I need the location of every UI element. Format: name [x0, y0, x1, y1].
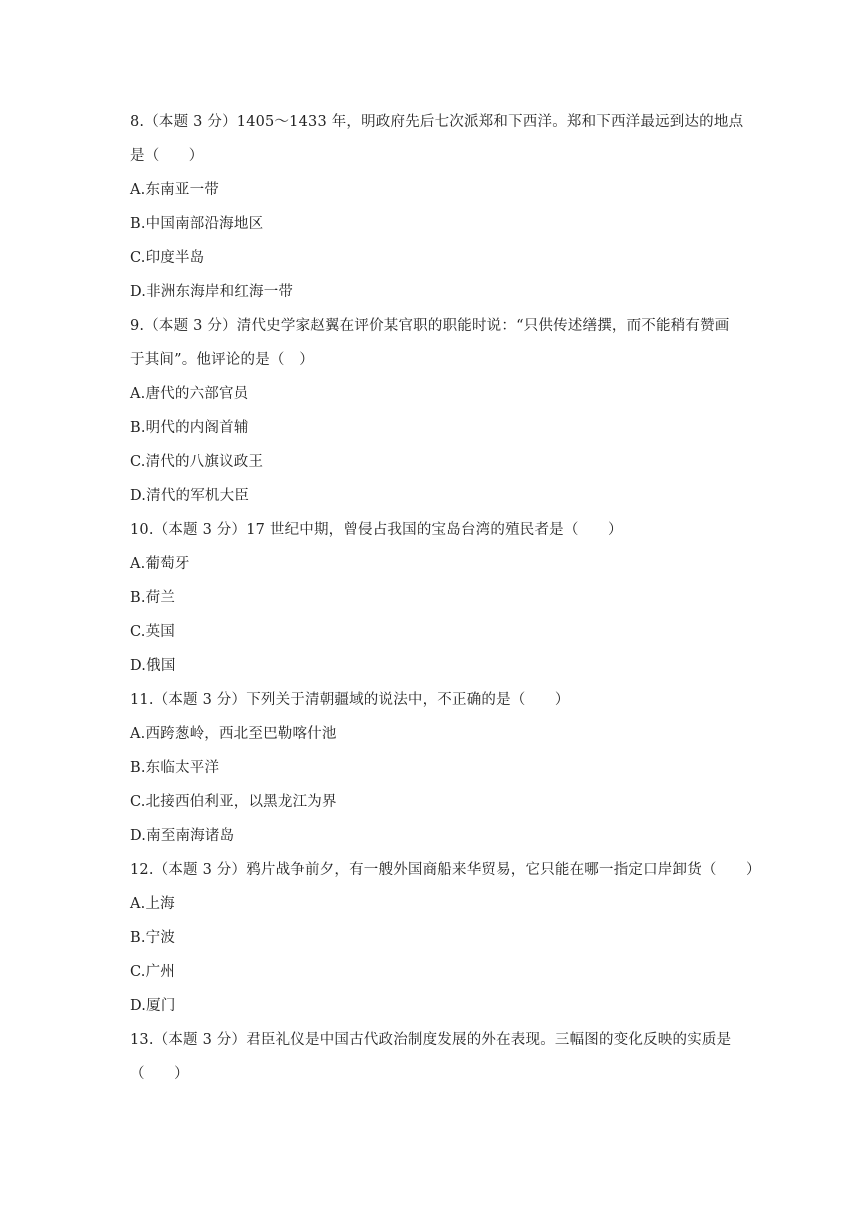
question-8-stem-line-2: 是（ ）: [130, 148, 204, 164]
question-10-option-b: B.荷兰: [130, 590, 176, 606]
question-13-stem-line-2: （ ）: [130, 1066, 189, 1082]
question-10-option-c: C.英国: [130, 624, 175, 640]
question-9-stem-line-1: 9.（本题 3 分）清代史学家赵翼在评价某官职的职能时说：“只供传述缮撰，而不能稍有赞画: [130, 318, 730, 334]
question-12-option-c: C.广州: [130, 964, 175, 980]
question-10-stem-line-1: 10.（本题 3 分）17 世纪中期，曾侵占我国的宝岛台湾的殖民者是（ ）: [130, 522, 623, 538]
question-9-option-d: D.清代的军机大臣: [130, 488, 250, 504]
question-11-option-a: A.西跨葱岭，西北至巴勒喀什池: [130, 726, 337, 742]
question-8-option-a: A.东南亚一带: [130, 182, 219, 198]
question-11-option-c: C.北接西伯利亚，以黑龙江为界: [130, 794, 337, 810]
question-8-option-b: B.中国南部沿海地区: [130, 216, 264, 232]
question-10-option-d: D.俄国: [130, 658, 176, 674]
question-8-option-d: D.非洲东海岸和红海一带: [130, 284, 294, 300]
question-9-stem-line-2: 于其间”。他评论的是（ ）: [130, 352, 315, 368]
question-9-option-c: C.清代的八旗议政王: [130, 454, 264, 470]
question-12-option-b: B.宁波: [130, 930, 176, 946]
question-11-option-d: D.南至南海诸岛: [130, 828, 235, 844]
question-9-option-b: B.明代的内阁首辅: [130, 420, 249, 436]
question-11-stem-line-1: 11.（本题 3 分）下列关于清朝疆域的说法中，不正确的是（ ）: [130, 692, 570, 708]
question-12-option-d: D.厦门: [130, 998, 176, 1014]
question-8-stem-line-1: 8.（本题 3 分）1405～1433 年，明政府先后七次派郑和下西洋。郑和下西洋最远到达的地点: [130, 114, 744, 130]
question-8-option-c: C.印度半岛: [130, 250, 205, 266]
question-10-option-a: A.葡萄牙: [130, 556, 190, 572]
question-13-stem-line-1: 13.（本题 3 分）君臣礼仪是中国古代政治制度发展的外在表现。三幅图的变化反映的实质是: [130, 1032, 732, 1048]
question-11-option-b: B.东临太平洋: [130, 760, 220, 776]
question-12-stem-line-1: 12.（本题 3 分）鸦片战争前夕，有一艘外国商船来华贸易，它只能在哪一指定口岸卸货（ ）: [130, 862, 761, 878]
question-12-option-a: A.上海: [130, 896, 175, 912]
question-9-option-a: A.唐代的六部官员: [130, 386, 249, 402]
